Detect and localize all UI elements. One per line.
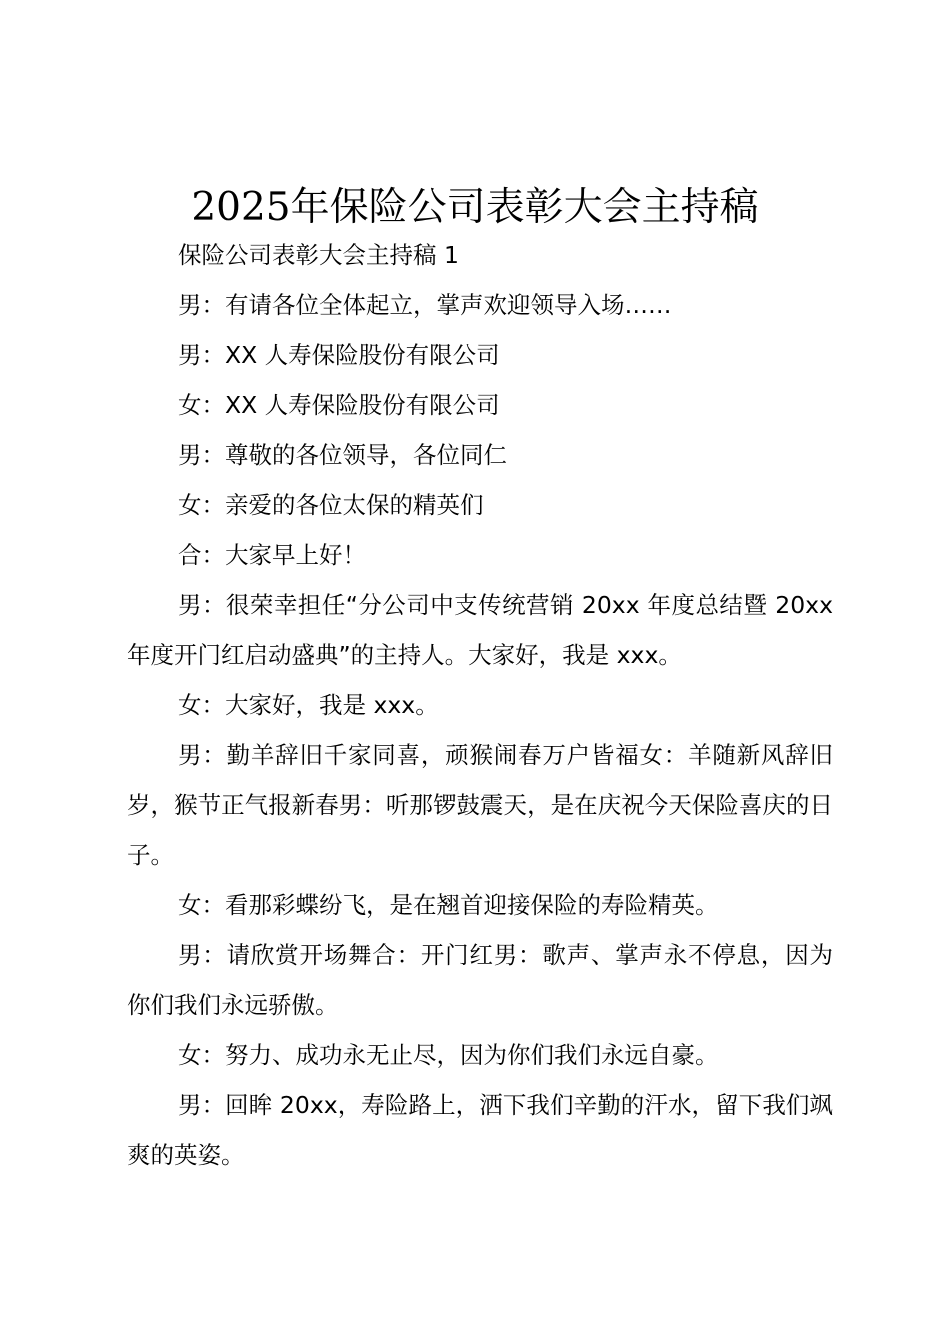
dialogue-paragraph: 男：尊敬的各位领导，各位同仁: [178, 441, 507, 469]
dialogue-paragraph: 女：亲爱的各位太保的精英们: [178, 491, 484, 519]
dialogue-paragraph: 男：回眸 20xx，寿险路上，洒下我们辛勤的汗水，留下我们飒爽的英姿。: [127, 1091, 833, 1169]
dialogue-paragraph: 合：大家早上好！: [178, 541, 366, 569]
dialogue-paragraph: 男：勤羊辞旧千家同喜，顽猴闹春万户皆福女：羊随新风辞旧岁，猴节正气报新春男：听那锣鼓震天，是在庆祝今天保险喜庆的日子。: [127, 741, 833, 869]
dialogue-paragraph: 女：XX 人寿保险股份有限公司: [178, 391, 500, 419]
dialogue-paragraph: 女：努力、成功永无止尽，因为你们我们永远自豪。: [178, 1041, 719, 1069]
dialogue-paragraph: 男：XX 人寿保险股份有限公司: [178, 341, 500, 369]
dialogue-paragraph: 女：看那彩蝶纷飞，是在翘首迎接保险的寿险精英。: [178, 891, 719, 919]
dialogue-paragraph: 男：很荣幸担任“分公司中支传统营销 20xx 年度总结暨 20xx 年度开门红启动盛典”的主持人。大家好，我是 xxx。: [127, 591, 833, 669]
document-body: [127, 230, 833, 1180]
dialogue-paragraph: 男：有请各位全体起立，掌声欢迎领导入场……: [178, 291, 672, 319]
document-title: 2025年保险公司表彰大会主持稿: [191, 185, 759, 230]
dialogue-paragraph: 女：大家好，我是 xxx。: [178, 691, 439, 719]
dialogue-paragraph: 男：请欣赏开场舞合：开门红男：歌声、掌声永不停息，因为你们我们永远骄傲。: [127, 941, 833, 1019]
subtitle-paragraph: 保险公司表彰大会主持稿 1: [178, 241, 459, 269]
